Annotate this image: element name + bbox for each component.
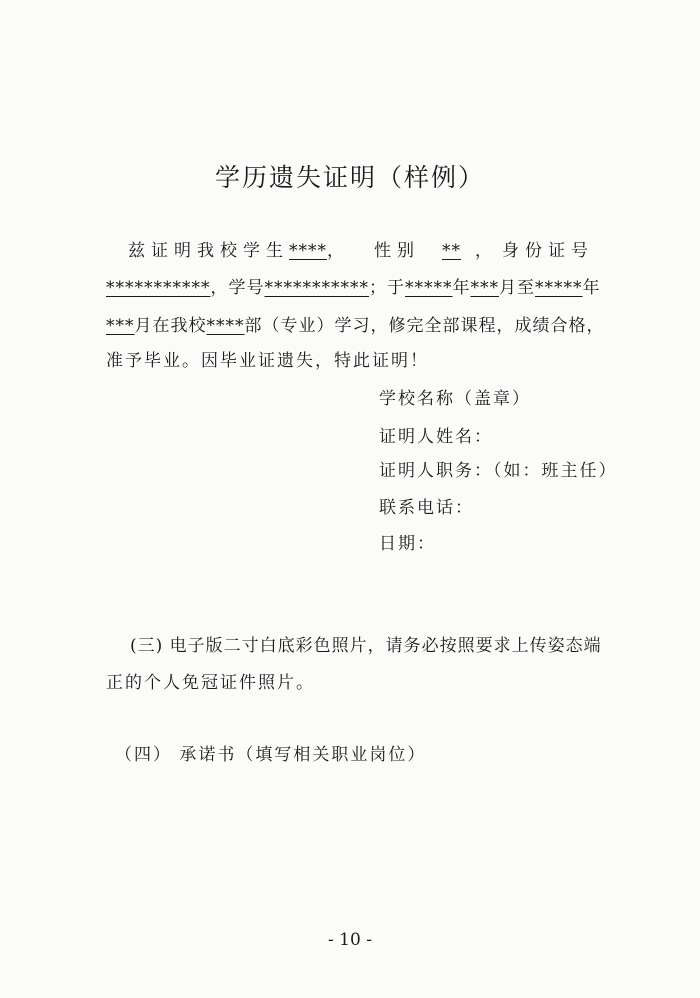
id-number-field: *********** xyxy=(106,278,211,298)
body-text: ； xyxy=(369,278,387,298)
date-label: 日期： xyxy=(379,534,436,554)
body-text: 身份证号 xyxy=(502,241,594,261)
body-line-2 xyxy=(106,276,601,300)
section-4-heading: （四） 承诺书（填写相关职业岗位） xyxy=(115,745,427,765)
body-line-3 xyxy=(106,314,605,338)
body-line-4: 准予毕业。因毕业证遗失，特此证明！ xyxy=(106,351,429,371)
document-title: 学历遗失证明（样例） xyxy=(214,163,485,192)
start-year-field: ***** xyxy=(405,278,453,298)
contact-phone-label: 联系电话： xyxy=(379,498,474,518)
body-line-1 xyxy=(128,239,594,263)
gender-field: ** xyxy=(442,241,461,261)
department-field: **** xyxy=(206,316,245,336)
student-number-field: *********** xyxy=(264,278,369,298)
section-3-line-1: (三) 电子版二寸白底彩色照片，请务必按照要求上传姿态端 xyxy=(130,636,602,656)
body-text: 月至 xyxy=(499,278,535,298)
body-text: 性别 xyxy=(374,241,420,261)
body-text: 兹证明我校学生 xyxy=(128,241,289,261)
certifier-name-label: 证明人姓名： xyxy=(379,427,493,447)
body-text: 于 xyxy=(387,278,405,298)
school-name-seal-label: 学校名称（盖章） xyxy=(379,389,531,409)
page-number: - 10 - xyxy=(328,930,372,950)
section-3-line-2: 正的个人免冠证件照片。 xyxy=(106,673,315,693)
body-text: ， xyxy=(327,241,350,261)
body-text: 年 xyxy=(582,278,601,298)
body-text: 部（专业）学习，修完全部课程，成绩合格， xyxy=(244,316,605,336)
start-month-field: *** xyxy=(470,278,499,298)
end-year-field: ***** xyxy=(535,278,583,298)
body-text: ， xyxy=(210,278,229,298)
certifier-position-label: 证明人职务：（如：班主任） xyxy=(379,461,618,481)
body-text: 年 xyxy=(452,278,471,298)
body-text: 月在我校 xyxy=(134,316,207,336)
end-month-field: *** xyxy=(106,316,135,336)
body-text: 学号 xyxy=(228,278,265,298)
body-text: ， xyxy=(475,241,498,261)
student-name-field: **** xyxy=(289,241,327,261)
